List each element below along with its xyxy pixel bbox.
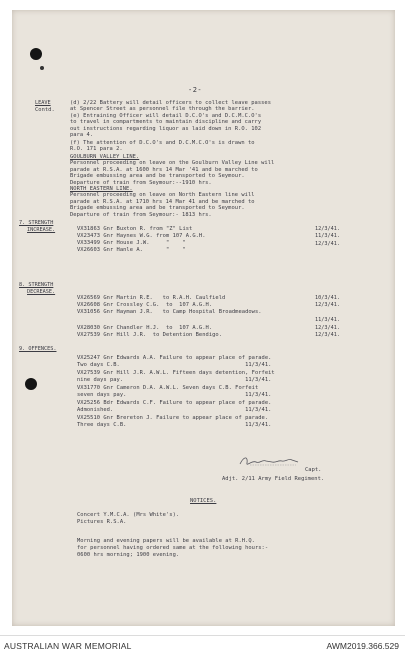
- page-number: -2-: [188, 86, 203, 94]
- goulburn-heading: GOULBURN VALLEY LINE.: [70, 154, 140, 160]
- leave-e2: to travel in compartments to maintain discipline and carry: [70, 119, 262, 126]
- decrease-row-6-date: 12/3/41.: [315, 332, 340, 338]
- offence-line-6: seven days pay. 11/3/41.: [77, 391, 272, 398]
- offence-line-9: VX25510 Gnr Brereton J. Failure to appear place of parade.: [77, 415, 269, 421]
- notice-line-5: 0600 hrs morning; 1900 evening.: [77, 552, 180, 558]
- offence-line-8: Admonished. 11/3/41.: [77, 406, 272, 413]
- increase-row-1-date: 12/3/41.: [315, 226, 340, 232]
- decrease-row-1-date: 10/3/41.: [315, 295, 340, 301]
- offence-line-1: VX25247 Gnr Edwards A.A. Failure to appear place of parade.: [77, 355, 272, 361]
- north-heading: NORTH EASTERN LINE.: [70, 186, 133, 192]
- increase-row-3-date: 12/3/41.: [315, 241, 340, 247]
- decrease-row-4-date: 11/3/41.: [315, 317, 340, 323]
- offence-line-10: Three days C.B. 11/3/41.: [77, 421, 272, 428]
- decrease-row-5: VX28030 Gnr Chandler H.J. to 107 A.G.H.: [77, 325, 213, 331]
- notice-line-3: Morning and evening papers will be available at R.H.Q.: [77, 538, 255, 544]
- leave-f: (f) The attention of D.C.O's and D.C.M.C.O's is drawn to: [70, 140, 255, 146]
- leave-f2: R.O. 171 para 2.: [70, 146, 123, 153]
- decrease-row-6: VX27539 Gnr Hill J.R. to Detention Bendigo.: [77, 332, 222, 338]
- north-line-4: Departure of train from Seymour:- 1813 hrs.: [70, 211, 212, 218]
- increase-row-2: VX23473 Gnr Haynes W.G. from 107 A.G.H.: [77, 233, 206, 239]
- offences-heading: 9. OFFENCES.: [19, 346, 57, 352]
- handwritten-signature: [238, 454, 304, 468]
- increase-row-4: VX26603 Gnr Hanle A. " ": [77, 247, 186, 253]
- notices-heading: NOTICES.: [190, 498, 217, 504]
- offence-line-2: Two days C.B. 11/3/41.: [77, 361, 272, 368]
- leave-e3: out instructions regarding liquor as laid down in R.O. 102: [70, 125, 262, 132]
- notice-line-4: for personnel having ordered same at the following hours:-: [77, 545, 269, 551]
- punch-hole-bottom: [25, 378, 37, 390]
- leave-heading: LEAVE: [35, 100, 51, 106]
- decrease-row-2-date: 12/3/41.: [315, 302, 340, 308]
- notice-line-2: Pictures R.S.A.: [77, 519, 127, 525]
- leave-d: (d) 2/22 Battery will detail officers to collect leave passes: [70, 100, 272, 106]
- accession-number: AWM2019.366.529: [326, 641, 399, 651]
- signature-role: Adjt. 2/11 Army Field Regiment.: [222, 476, 325, 482]
- increase-row-1: VX31863 Gnr Buxton R. from "Z" List: [77, 226, 193, 232]
- punch-hole-top: [30, 48, 42, 60]
- signature-rank: Capt.: [305, 467, 322, 473]
- decrease-row-5-date: 12/3/41.: [315, 325, 340, 331]
- goulburn-line-1: Personnel proceeding on leave on the Goulburn Valley Line will: [70, 160, 275, 167]
- leave-e4: para 4.: [70, 132, 94, 138]
- increase-row-3: VX33499 Gnr House J.W. " ": [77, 240, 186, 246]
- strength-increase-heading: 7. STRENGTH: [19, 220, 54, 226]
- leave-e: (e) Entraining Officer will detail D.C.O's and D.C.M.C.O's: [70, 112, 262, 119]
- offence-line-3: VX27539 Gnr Hill J.R. A.W.L. Fifteen days detention, Forfeit: [77, 370, 275, 376]
- goulburn-line-2: parade at R.S.A. at 1600 hrs 14 Mar '41 and be marched to: [70, 166, 258, 173]
- notice-line-1: Concert Y.M.C.A. (Mrs White's).: [77, 512, 180, 518]
- offence-line-7: VX25256 Bdr Edwards C.F. Failure to appear place of parade.: [77, 400, 272, 406]
- offence-line-4: nine days pay. 11/3/41.: [77, 376, 272, 383]
- strength-decrease-heading-2: DECREASE.: [27, 288, 56, 295]
- north-line-3: Brigade embussing area and be transported to Seymour.: [70, 205, 245, 212]
- decrease-row-2: VX26608 Gnr Crossley C.G. to 107 A.G.H.: [77, 302, 213, 308]
- goulburn-line-3: Brigade embussing area and be transported to Seymour.: [70, 173, 245, 180]
- decrease-row-1: VX26569 Gnr Martin R.E. to R.A.H. Caulfield: [77, 295, 226, 301]
- strength-decrease-heading: 8. STRENGTH: [19, 282, 54, 288]
- footer-bar: [0, 635, 405, 654]
- decrease-row-3: VX31056 Gnr Hayman J.R. to Camp Hospital Broadmeadows.: [77, 309, 262, 315]
- institution-name: AUSTRALIAN WAR MEMORIAL: [4, 641, 132, 651]
- north-line-2: parade at R.S.A. at 1710 hrs 14 Mar 41 and be marched to: [70, 198, 255, 205]
- leave-contd: Contd.: [35, 107, 55, 113]
- north-line-1: Personnel proceeding on leave on North Eastern line will: [70, 192, 255, 199]
- pin-mark: [40, 66, 44, 70]
- increase-row-2-date: 11/3/41.: [315, 233, 340, 239]
- strength-increase-heading-2: INCREASE.: [27, 226, 56, 233]
- offence-line-5: VX31770 Gnr Cameron D.A. A.W.L. Seven days C.B. Forfeit: [77, 385, 259, 391]
- leave-d2: at Spencer Street as personnel file through the barrier.: [70, 106, 255, 113]
- goulburn-line-4: Departure of train from Seymour:--1910 hrs.: [70, 179, 212, 186]
